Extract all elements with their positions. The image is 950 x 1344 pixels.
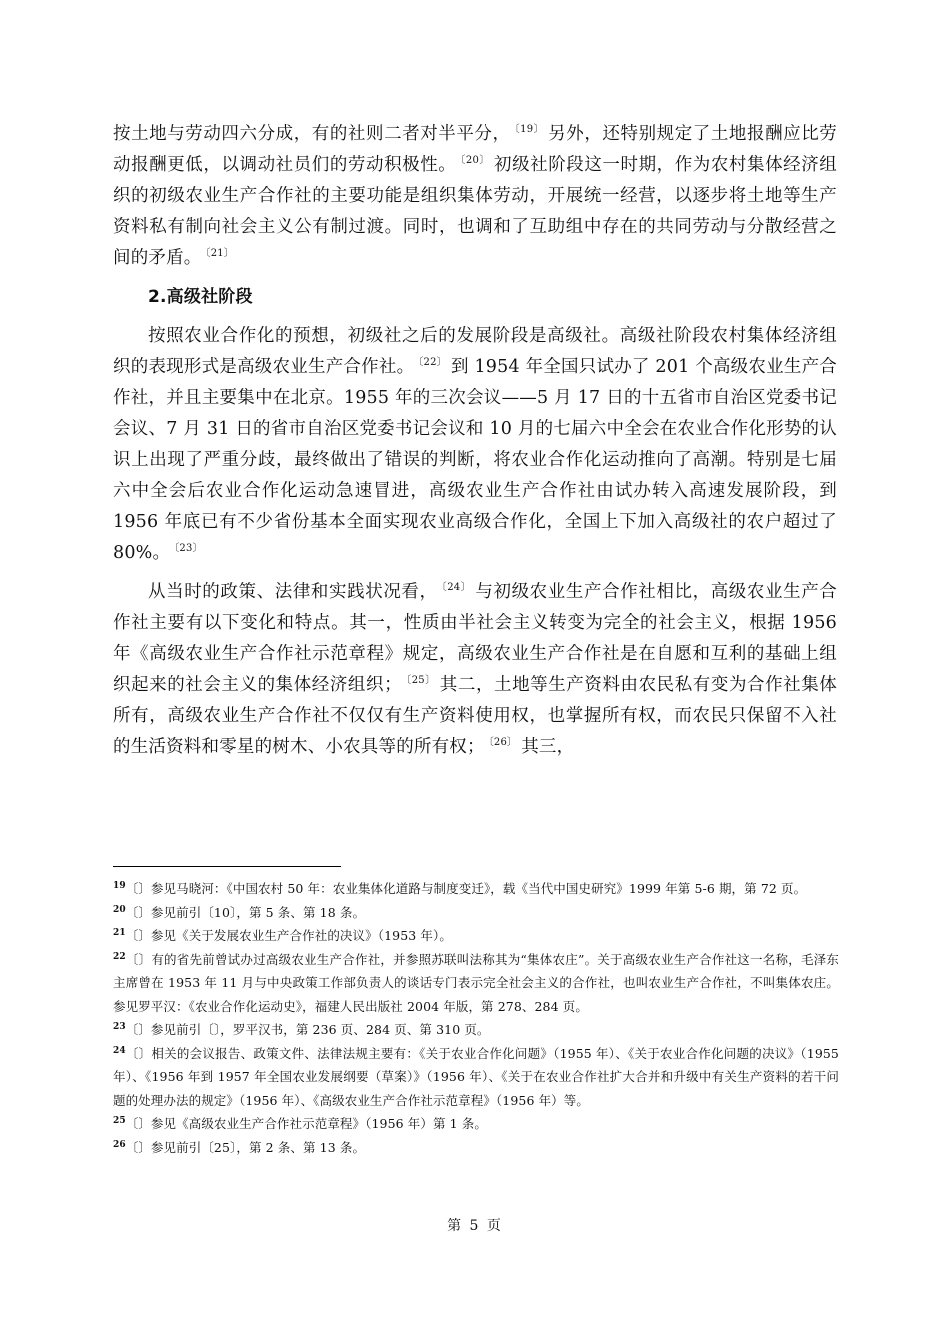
footnote-19	[113, 877, 839, 901]
footnote-23	[113, 1018, 839, 1042]
footnote-divider	[113, 866, 341, 867]
body-text	[113, 119, 837, 763]
citation-ref-20[interactable]: 〔20〕	[460, 155, 490, 166]
footnote-text: 〔〕相关的会议报告、政策文件、法律法规主要有：《关于农业合作化问题》（1955 年）、《关于农业合作化问题的决议》（1955 年）、《1956 年到 1957 年全国农业发展纲要（草案）》（1956 年）、《关于在农业合作社扩大合并和升级中有关生产资料的若干问题的处理办法的规定》（1956 年）、《高级农业生产合作社示范章程》（1956 年）等。	[113, 1045, 839, 1108]
citation-ref-25[interactable]: 〔25〕	[405, 675, 436, 686]
citation-ref-23[interactable]: 〔23〕	[174, 543, 203, 554]
footnote-text: 〔〕参见马晓河：《中国农村 50 年：农业集体化道路与制度变迁》，载《当代中国史研究》1999 年第 5-6 期，第 72 页。	[125, 881, 807, 896]
text-run: 其三，	[521, 737, 575, 757]
paragraph-advanced-cooperatives	[113, 321, 837, 569]
text-run: 其二，土地等生产资料由农民私有变为合作社集体所有，高级农业生产合作社不仅仅有生产资料使用权，也掌握所有权，而农民只保留不入社的生活资料和零星的树木、小农具等的所有权；	[113, 675, 837, 757]
text-run: 按照农业合作化的预想，初级社之后的发展阶段是高级社。高级社阶段农村集体经济组织的表现形式是高级农业生产合作社。	[113, 326, 837, 377]
footnote-number: 21	[113, 928, 126, 938]
citation-ref-22[interactable]: 〔22〕	[418, 357, 447, 368]
text-run: 到 1954 年全国只试办了 201 个高级农业生产合作社，并且主要集中在北京。1955 年的三次会议——5 月 17 日的十五省市自治区党委书记会议、7 月 31 日的省市自治区党委书记会议和 10 月的七届六中全会在农业合作化形势的认识上出现了严重分歧，最终做出了错误的判断，将农业合作化运动推向了高潮。特别是七届六中全会后农业合作化运动急速冒进，高级农业生产合作社由试办转入高速发展阶段，到 1956 年底已有不少省份基本全面实现农业高级合作化，全国上下加入高级社的农户超过了 80%。	[113, 357, 837, 563]
page-number: 第 5 页	[447, 1218, 503, 1234]
footnote-number: 19	[113, 881, 126, 891]
footnote-text: 〔〕参见前引〔25〕，第 2 条、第 13 条。	[125, 1139, 366, 1155]
footnote-21	[113, 924, 839, 948]
citation-ref-26[interactable]: 〔26〕	[488, 737, 518, 748]
footnote-text: 〔〕参见《高级农业生产合作社示范章程》（1956 年）第 1 条。	[125, 1116, 487, 1131]
footnote-text: 〔〕参见前引〔10〕，第 5 条、第 18 条。	[125, 904, 366, 920]
citation-ref-24[interactable]: 〔24〕	[441, 582, 472, 593]
footnote-20	[113, 901, 839, 925]
paragraph-initial-cooperatives	[113, 119, 837, 274]
footnote-26	[113, 1136, 839, 1160]
footnote-number: 25	[113, 1116, 126, 1126]
footnote-25	[113, 1112, 839, 1136]
footnote-22	[113, 948, 839, 1019]
footnote-text: 〔〕参见前引〔〕，罗平汉书，第 236 页、284 页、第 310 页。	[125, 1022, 490, 1037]
paragraph-changes-and-features	[113, 577, 837, 763]
footnote-number: 26	[113, 1139, 126, 1150]
text-run: 从当时的政策、法律和实践状况看，	[148, 582, 438, 602]
footnote-24	[113, 1042, 839, 1113]
footnote-number: 22	[113, 951, 126, 962]
citation-ref-21[interactable]: 〔21〕	[205, 248, 235, 259]
text-run: 初级社阶段这一时期，作为农村集体经济组织的初级农业生产合作社的主要功能是组织集体劳动，开展统一经营，以逐步将土地等生产资料私有制向社会主义公有制过渡。同时，也调和了互助组中存在的共同劳动与分散经营之间的矛盾。	[113, 155, 837, 268]
section-heading: 2.高级社阶段	[148, 287, 253, 307]
footnote-number: 20	[113, 904, 126, 915]
footnotes	[113, 877, 839, 1159]
text-run: 与初级农业生产合作社相比，高级农业生产合作社主要有以下变化和特点。其一，性质由半社会主义转变为完全的社会主义，根据 1956 年《高级农业生产合作社示范章程》规定，高级农业生产合作社是在自愿和互利的基础上组织起来的社会主义的集体经济组织；	[113, 582, 838, 695]
citation-ref-19[interactable]: 〔19〕	[514, 124, 545, 135]
footnote-number: 24	[113, 1045, 126, 1056]
footnote-text: 〔〕有的省先前曾试办过高级农业生产合作社，并参照苏联叫法称其为“集体农庄”。关于高级农业生产合作社这一名称，毛泽东主席曾在 1953 年 11 月与中央政策工作部负责人的谈话专门表示完全社会主义的合作社，也叫农业生产合作社，不叫集体农庄。参见罗平汉：《农业合作化运动史》，福建人民出版社 2004 年版，第 278、284 页。	[113, 951, 839, 1014]
footnote-number: 23	[113, 1022, 126, 1032]
text-run: 按土地与劳动四六分成，有的社则二者对半平分，	[113, 124, 511, 144]
footnote-text: 〔〕参见《关于发展农业生产合作社的决议》（1953 年）。	[125, 928, 452, 943]
text-run: 另外，还特别规定了土地报酬应比劳动报酬更低，以调动社员们的劳动积极性。	[113, 124, 837, 175]
